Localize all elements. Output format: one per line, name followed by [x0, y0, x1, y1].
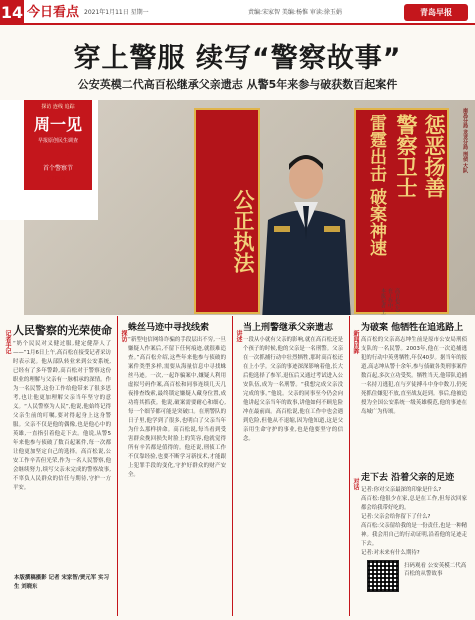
divider [117, 316, 118, 616]
mid1-body: “新型电信网络诈骗的手段层出不穷,一旦嫌疑人作案后,不留下任何痕迹,就很难追查。”高百松介绍,这些年来他参与侦破的案件类型多样,需要从海量信息中寻找蛛丝马迹。一次,一起诈骗案中,嫌疑人利用虚拟号码作案,高百松和同事连续几天几夜排查线索,最终锁定嫌疑人藏身位置,成功将其抓获。他说,破案需要耐心和细心,每一个细节都可能是突破口。在刑警队的日子里,他学到了很多,也明白了父亲当年为什么那样拼命。高百松说,每当看到受害群众挽回损失时脸上的笑容,他就觉得所有辛苦都是值得的。他还说,刑侦工作不仅靠经验,也要不断学习新技术,才能跟上犯罪手段的变化,守护好群众的财产安全。 [128, 337, 226, 478]
officer-figure [254, 140, 359, 315]
newspaper-logo: 青岛早报 [404, 4, 468, 21]
section-title: 今日看点 [27, 5, 80, 20]
editor-credits: 责编:宋家智 美编:杨惟 审读:徐玉娟 [248, 9, 342, 16]
banner-right-col3: 雷霆出击 破案神速 [366, 114, 386, 256]
right-title: 为破案 他牺牲在追逃路上 [361, 323, 464, 333]
badge-date: 1·10 [41, 145, 75, 160]
badge-caption: 首个警察节 [24, 161, 92, 174]
right-body: 高百松的父亲高志坤生前是原市公安局刑侦支队的一名民警。2003年,他在一次追捕逃犯的行动中英勇牺牲,年仅40岁。据当年的报道,高志坤从警十余年,参与侦破各类刑事案件数百起,多次立功受奖。牺牲当天,他带队追捕一名持刀逃犯,在与歹徒搏斗中身中数刀,仍死死抓住嫌犯不放,直至战友赶到。事后,他被追授为全国公安系统一级英雄模范,他的事迹在岛城广为传颂。 [361, 337, 467, 415]
banner-caption: 南岛分局 龙龙分局 刑侦 大队 [462, 108, 468, 174]
badge-series: 系列报道 [46, 176, 67, 182]
banner-right-col2: 警察卫士 [394, 114, 419, 198]
dialog-title: 走下去 沿着父亲的足迹 [361, 473, 455, 483]
dialog-label: 对话 [352, 478, 359, 490]
mid1-title: 蛛丝马迹中寻找线索 [128, 323, 210, 333]
mid1-label: 探访 [120, 330, 127, 342]
left-body: “奶个民民对义健过服,健定健辞人了——”1月6日上午,高百松在接受记者采访时表示说。他从部队转业来到公安系统,已经有了多年警龄,高百松对于警察这份职业的理解与父亲有一脉相承的深情。作为一名民警,这份工作给他带来了很多思考,也让他更加理解父亲当年坚守的意义。“人民警察为人民”,他说,他始终记得父亲生前的叮嘱,要对得起身上这身警服。父亲不仅是他的偶像,也是他心中的英雄,一直指引着他走下去。他说,从警5年来他参与侦破了数百起案件,每一次都让他更加坚定自己的选择。高百松说,公安工作辛苦但光荣,作为一名人民警察,他会继续努力,续写父亲未完成的警察故事,不辜负人民群众的信任与期待,守护一方平安。 [13, 341, 111, 491]
banner-left: 公正执法 [194, 108, 260, 314]
page-number: 14 [0, 0, 24, 25]
mid2-label: 讲述 [235, 330, 242, 342]
issue-date: 2021年1月11日 星期一 [84, 9, 149, 16]
banner-right [354, 108, 449, 314]
dialog-body: 记者:你对父亲最深的印象是什么? 高百松:他很少在家,总是在工作,但每次回家都会给我带好吃的。 记者:父亲会给你留下了什么? 高百松:父亲留给我的是一份责任,也是一种精神。我会用自己的行动证明,沿着他的足迹走下去。 记者:对未来有什么期待? [361, 487, 467, 556]
headline: 穿上警服 续写“警察故事” [73, 43, 402, 74]
photo-caption: 高百松(左)在工作中。本报记者 王 [380, 288, 400, 315]
left-title: 人民警察的光荣使命 [13, 324, 112, 337]
right-label: 新闻回眸 [352, 330, 359, 354]
mid2-title: 当上刑警继承父亲遗志 [243, 323, 334, 333]
mid2-body: 一段从小就有父亲的影响,就在高百松还是个孩子的时候,他的父亲是一名刑警。父亲在一次抓捕行动中壮烈牺牲,那时高百松还在上小学。父亲的事迹深深影响着他,长大后他选择了参军,退伍后又通过考试进入公安队伍,成为一名刑警。“我想完成父亲没完成的事。”他说。父亲的同事至今仍会向他讲起父亲当年的故事,讲他如何不顾危险冲在最前面。高百松说,他在工作中也会遇到危险,但他从不退缩,因为他知道,这是父亲用生命守护的事业,也是他要坚守的信念。 [243, 337, 343, 442]
divider [232, 316, 233, 616]
badge-title: 周一见 [33, 115, 82, 134]
left-label: 记者手记 [4, 330, 11, 354]
badge-slogan: 早报原创民生调查 [37, 138, 78, 144]
qr-caption: 扫码观看 公安英模二代高百松的从警故事 [404, 563, 467, 577]
subheadline: 公安英模二代高百松继承父亲遗志 从警5年来参与破获数百起案件 [77, 78, 398, 91]
banner-right-col1: 惩恶扬善 [422, 114, 447, 198]
badge-tags: 探访 连线 追踪 [41, 104, 75, 110]
divider [349, 316, 350, 616]
qr-code[interactable] [367, 560, 399, 592]
left-footer: 本版撰稿摄影 记者 宋家智/贾元军 实习生 刘晓东 [14, 575, 109, 590]
